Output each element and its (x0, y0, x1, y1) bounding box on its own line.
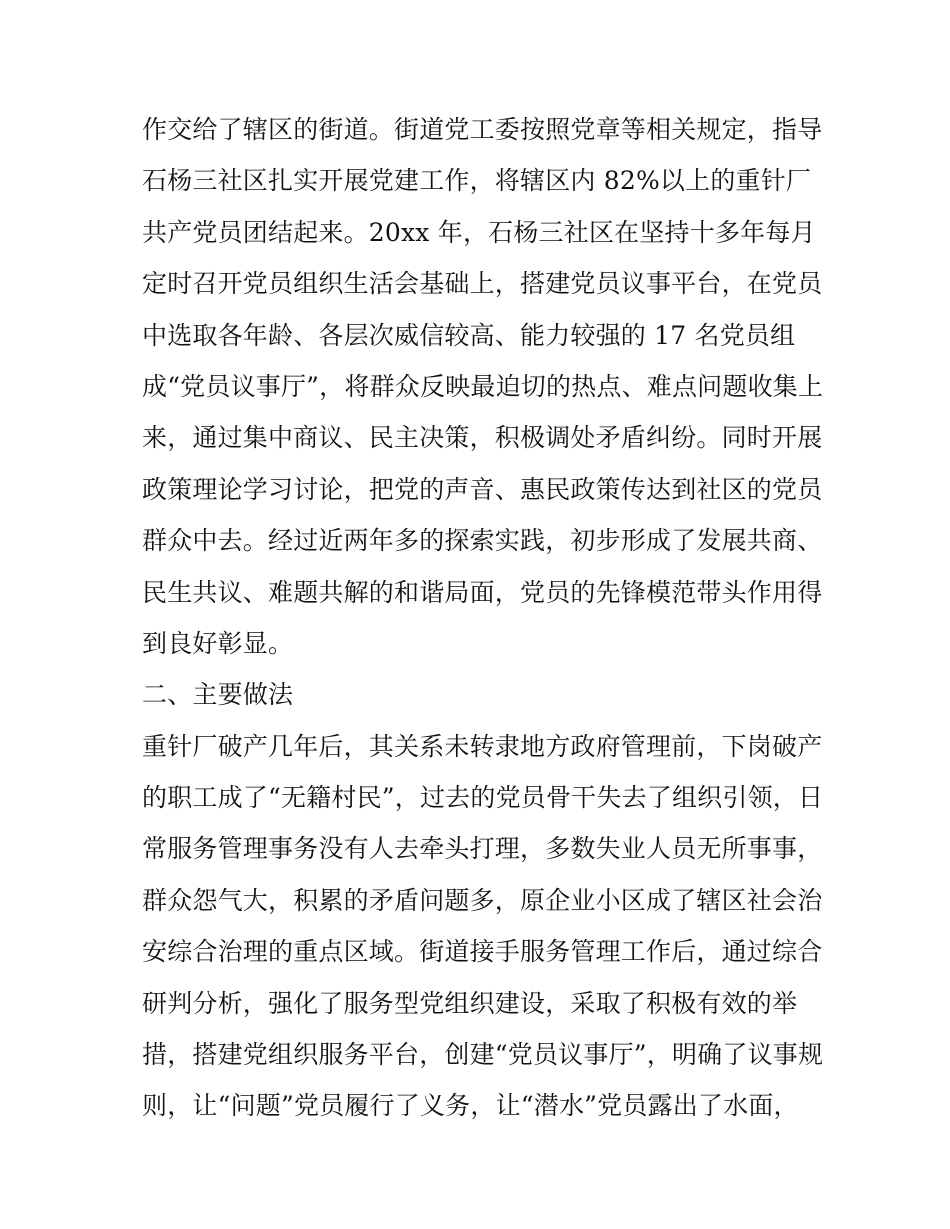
text-line: 共产党员团结起来。20xx 年，石杨三社区在坚持十多年每月 (142, 217, 816, 247)
text-line: 常服务管理事务没有人去牵头打理，多数失业人员无所事事， (142, 834, 823, 864)
text-line: 重针厂破产几年后，其关系未转隶地方政府管理前，下岗破产 (142, 731, 823, 761)
text-line: 定时召开党员组织生活会基础上，搭建党员议事平台，在党员 (142, 269, 823, 299)
text-line: 政策理论学习讨论，把党的声音、惠民政策传达到社区的党员 (142, 474, 823, 504)
text-line: 民生共议、难题共解的和谐局面，党员的先锋模范带头作用得 (142, 577, 823, 607)
text-line: 到良好彰显。 (142, 628, 294, 658)
text-line: 则，让“问题”党员履行了义务，让“潜水”党员露出了水面， (142, 1091, 799, 1121)
text-line: 中选取各年龄、各层次威信较高、能力较强的 17 名党员组 (142, 320, 796, 350)
section-heading: 二、主要做法 (142, 680, 294, 710)
text-line: 成“党员议事厅”，将群众反映最迫切的热点、难点问题收集上 (142, 371, 824, 401)
text-line: 的职工成了“无籍村民”，过去的党员骨干失去了组织引领，日 (142, 783, 824, 813)
document-body (142, 104, 824, 1132)
text-line: 群众中去。经过近两年多的探索实践，初步形成了发展共商、 (142, 526, 823, 556)
text-line: 措，搭建党组织服务平台，创建“党员议事厅”，明确了议事规 (142, 1040, 824, 1070)
text-line: 研判分析，强化了服务型党组织建设，采取了积极有效的举 (142, 988, 798, 1018)
text-line: 群众怨气大，积累的矛盾问题多，原企业小区成了辖区社会治 (142, 885, 823, 915)
text-line: 作交给了辖区的街道。街道党工委按照党章等相关规定，指导 (142, 115, 823, 144)
text-line: 石杨三社区扎实开展党建工作，将辖区内 82%以上的重针厂 (142, 166, 812, 196)
text-line: 来，通过集中商议、民主决策，积极调处矛盾纠纷。同时开展 (142, 423, 823, 453)
text-line: 安综合治理的重点区域。街道接手服务管理工作后，通过综合 (142, 937, 823, 967)
